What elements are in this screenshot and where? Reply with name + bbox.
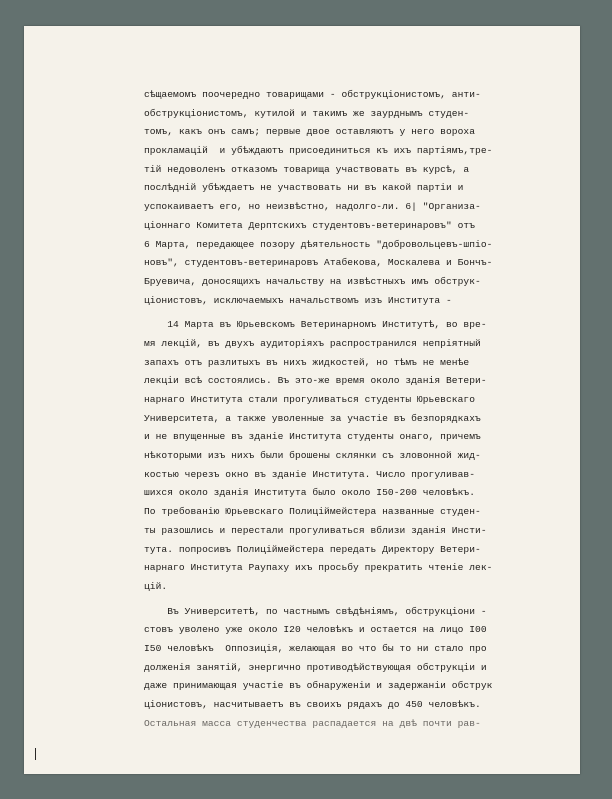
text-line: долженія занятій, энергично противодѣйствующая обструкціи и xyxy=(144,661,487,673)
text-line: запахъ отъ разлитыхъ въ нихъ жидкостей, но тѣмъ не менѣе xyxy=(144,356,470,368)
text-line: Университета, а также уволенные за участіе въ безпорядкахъ xyxy=(144,412,481,424)
text-line: цій. xyxy=(144,580,168,592)
text-line: и не впущенные въ зданіе Института студенты онаго, причемъ xyxy=(144,431,481,443)
text-line: сѣщаемомъ поочередно товарищами - обструкціонистомъ, анти- xyxy=(144,89,481,100)
text-line: даже принимающая участіе въ обнаруженіи и задержаніи обструк xyxy=(144,680,493,692)
text-line: ціонистовъ, исключаемыхъ начальствомъ изъ Института - xyxy=(144,294,452,306)
paragraph xyxy=(144,316,559,596)
text-line: тій недоволенъ отказомъ товарища участвовать въ курсѣ, а xyxy=(144,163,470,175)
paragraph xyxy=(144,86,559,310)
text-line: ты разошлись и перестали прогуливаться вблизи зданія Инсти- xyxy=(144,524,487,536)
text-line: ціонистовъ, насчитываетъ въ своихъ рядахъ до 450 человѣкъ. xyxy=(144,699,481,710)
typewritten-text xyxy=(144,86,559,733)
text-line: По требованію Юрьевскаго Полиціймейстера названные студен- xyxy=(144,506,481,518)
paragraph xyxy=(144,603,559,734)
text-line: лекціи всѣ состоялись. Въ это-же время около зданія Ветери- xyxy=(144,375,487,387)
text-line: стовъ уволено уже около I20 человѣкъ и остается на лицо I00 xyxy=(144,624,487,636)
text-line: Бруевича, доносящихъ начальству на извѣстныхъ имъ обструк- xyxy=(144,275,481,287)
text-line: успокаиваетъ его, но неизвѣстно, надолго-ли. 6| "Организа- xyxy=(144,201,481,213)
text-line: 14 Марта въ Юрьевскомъ Ветеринарномъ Институтѣ, во вре- xyxy=(144,319,487,331)
text-line: ціоннаго Комитета Дерптскихъ студентовъ-ветеринаровъ" отъ xyxy=(144,219,476,231)
text-line: костью черезъ окно въ зданіе Института. Число прогуливав- xyxy=(144,468,476,480)
text-line: нарнаго Института Раупаху ихъ просьбу прекратить чтеніе лек- xyxy=(144,562,493,574)
text-line: 6 Марта, передающее позору дѣятельность "добровольцевъ-шпіо- xyxy=(144,238,493,250)
text-line: тута. попросивъ Полиціймейстера передать Директору Ветери- xyxy=(144,543,481,555)
text-line: I50 человѣкъ Оппозиція, желающая во что бы то ни стало про xyxy=(144,642,487,654)
text-line: Въ Университетѣ, по частнымъ свѣдѣніямъ, обструкціони - xyxy=(144,605,487,617)
text-line: нарнаго Института стали прогуливаться студенты Юрьевскаго xyxy=(144,394,476,405)
text-line: прокламацій и убѣждаютъ присоединиться къ ихъ партіямъ,тре- xyxy=(144,145,493,157)
text-line: томъ, какъ онъ самъ; первые двое оставляютъ у него ворoха xyxy=(144,126,476,138)
text-line: шихся около зданія Института было около I50-200 человѣкъ. xyxy=(144,487,476,499)
text-line: обструкціонистомъ, кутилой и такимъ же заурднымъ студен- xyxy=(144,107,470,119)
text-line: послѣдній убѣждаетъ не участвовать ни въ какой партіи и xyxy=(144,182,464,194)
document-page xyxy=(24,26,580,774)
text-line: мя лекцій, въ двухъ аудиторіяхъ распространился непріятный xyxy=(144,337,481,349)
text-line: новъ", студентовъ-ветеринаровъ Атабекова, Москалева и Бончъ- xyxy=(144,257,493,269)
text-line: Остальная масса студенчества распадается на двѣ почти рав- xyxy=(144,717,481,729)
margin-mark xyxy=(35,748,36,760)
text-line: нѣкоторыми изъ нихъ были брошены склянки съ зловонной жид- xyxy=(144,450,481,462)
